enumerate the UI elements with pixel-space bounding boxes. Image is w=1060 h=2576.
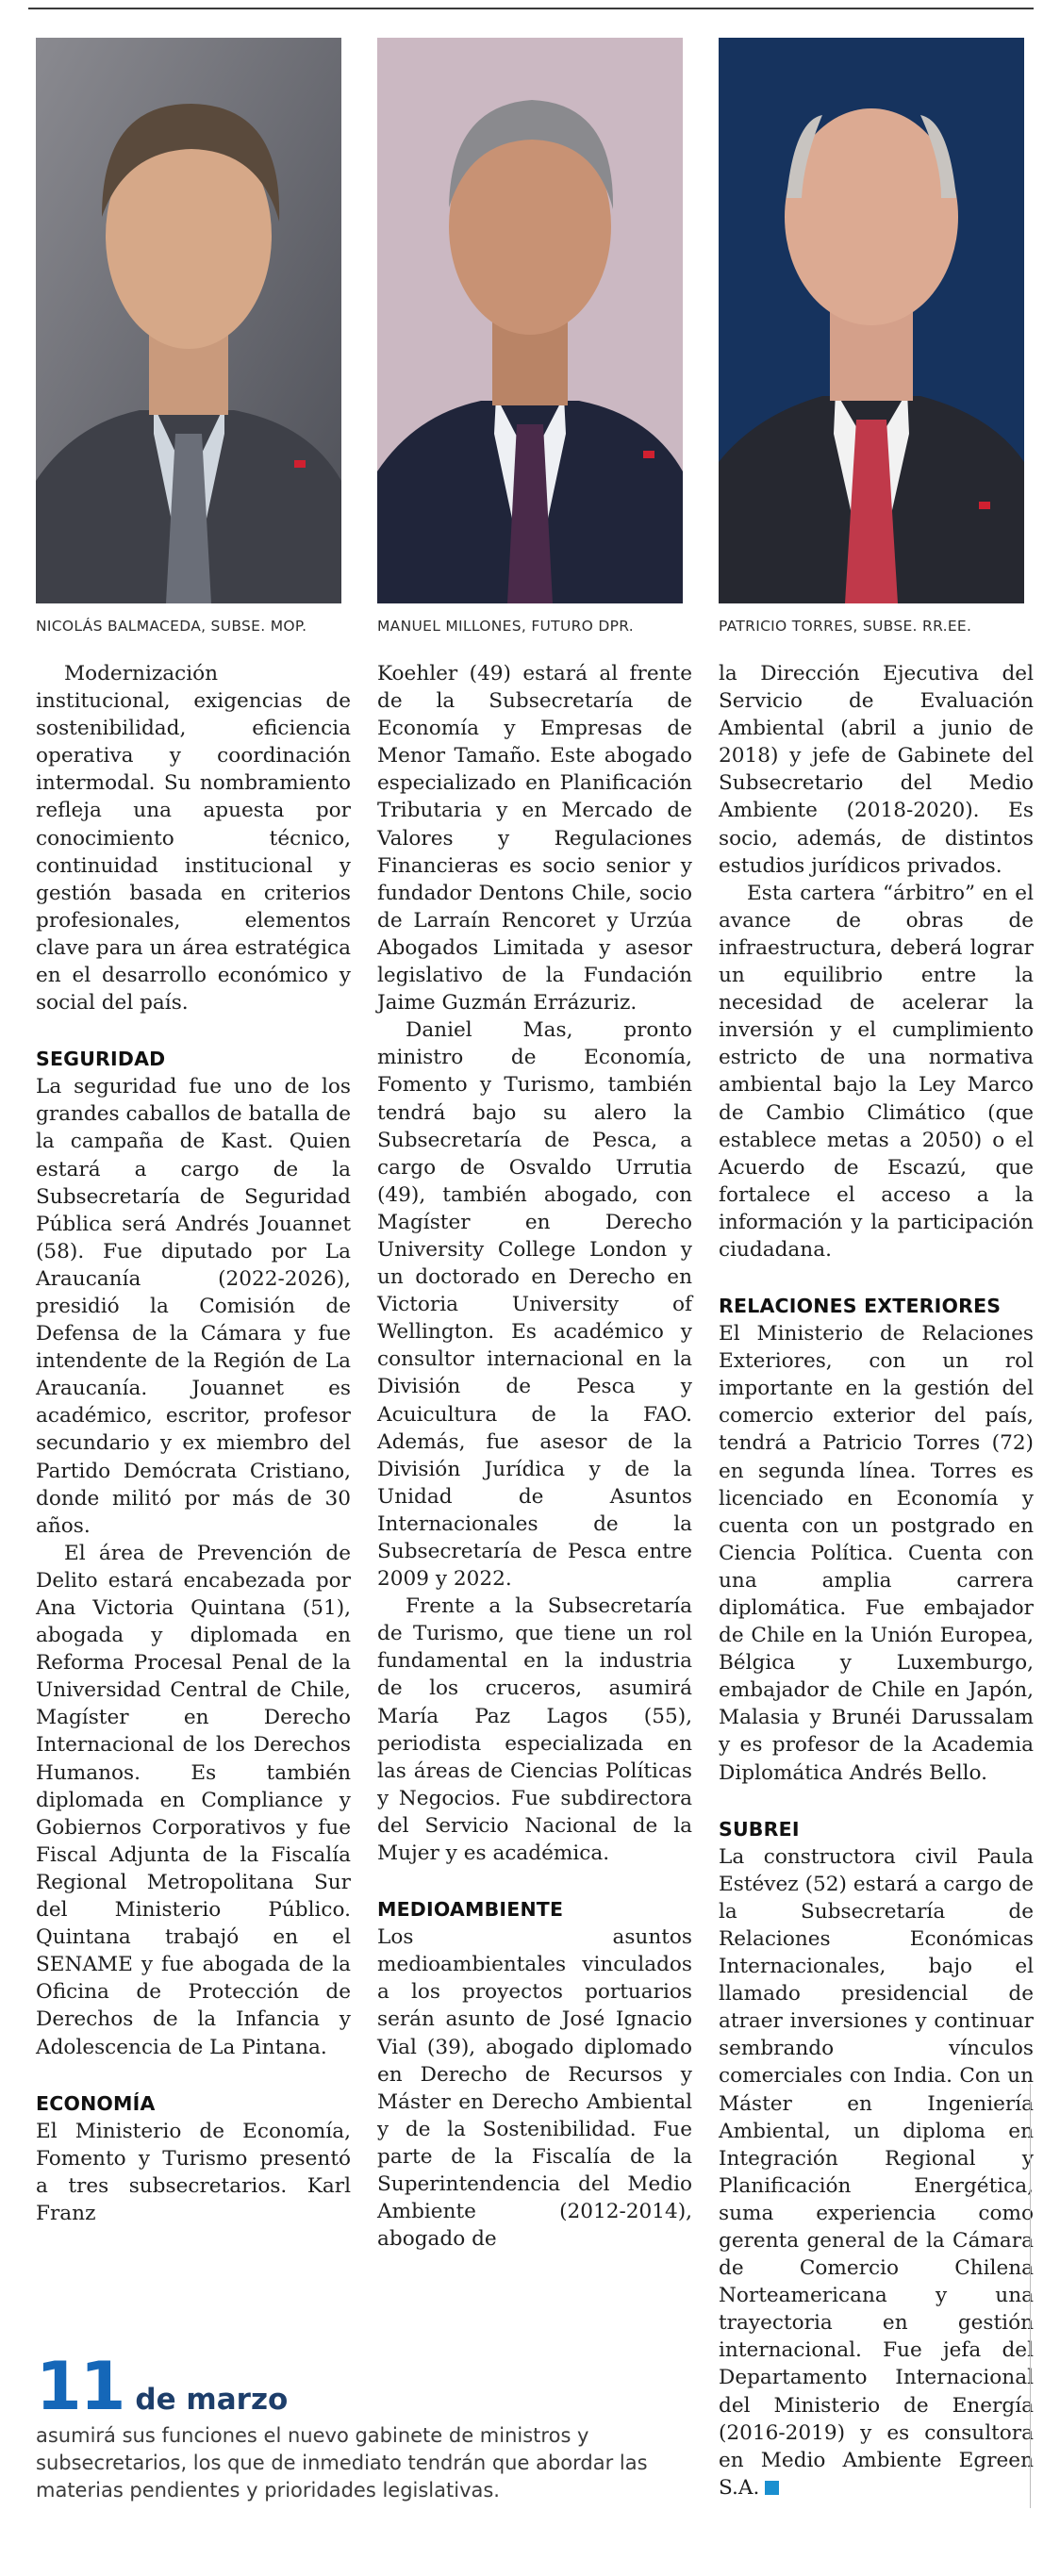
date-highlight-box — [36, 2348, 705, 2504]
section-heading-seguridad: SEGURIDAD — [36, 1048, 166, 1071]
col1-paragraph-4: El Ministerio de Economía, Fomento y Turismo presentó a tres subsecretarios. Karl Franz — [36, 2119, 351, 2225]
col2-paragraph-2: Daniel Mas, pronto ministro de Economía, Fomento y Turismo, también tendrá bajo su alero la Subsecretaría de Pesca, a cargo de Osvaldo Urrutia (49), también abogado, con Magíster en Derecho University College London y un doctorado en Derecho en Victoria University of Wellington. Es académico y consultor internacional en la División de Pesca y Acuicultura de la FAO. Además, fue asesor de la División Jurídica y de la Unidad de Asuntos Internacionales de la Subsecretaría de Pesca entre 2009 y 2022. — [377, 1018, 692, 1592]
photo-balmaceda — [36, 38, 341, 603]
column-rule — [1030, 2084, 1031, 2508]
end-of-article-square-icon — [765, 2481, 779, 2495]
col3-paragraph-1: la Dirección Ejecutiva del Servicio de Evaluación Ambiental (abril a junio de 2018) y jefe de Gabinete del Subsecretario del Medio Ambiente (2018-2020). Es socio, además, de distintos estudios jurídicos privados. — [719, 662, 1034, 878]
section-heading-economia: ECONOMÍA — [36, 2091, 156, 2115]
article-column-1 — [36, 660, 351, 2227]
date-number: 11 — [36, 2348, 124, 2425]
col1-paragraph-2: La seguridad fue uno de los grandes caballos de batalla de la campaña de Kast. Quien estará a cargo de la Subsecretaría de Seguridad Pública será Andrés Jouannet (58). Fue diputado por La Araucanía (2022-2026), presidió la Comisión de Defensa de la Cámara y fue intendente de la Región de La Araucanía. Jouannet es académico, escritor, profesor secundario y ex miembro del Partido Demócrata Cristiano, donde militó por más de 30 años. — [36, 1075, 351, 1538]
article-column-3 — [719, 660, 1034, 2502]
caption-photo-3: PATRICIO TORRES, SUBSE. RR.EE. — [719, 618, 972, 635]
col2-paragraph-3: Frente a la Subsecretaría de Turismo, que tiene un rol fundamental en la industria de los cruceros, asumirá María Paz Lagos (55), periodista especializada en las áreas de Ciencias Políticas y Negocios. Fue subdirectora del Servicio Nacional de la Mujer y es académica. — [377, 1594, 692, 1866]
col3-paragraph-4-text: La constructora civil Paula Estévez (52) estará a cargo de la Subsecretaría de Relaciones Económicas Internacionales, bajo el llamado presidencial de atraer inversiones y continuar sembrando vínculos comerciales con India. Con un Máster en Ingeniería Ambiental, un diploma en Integración Regional y Planificación Energética, suma experiencia como gerenta general de la Cámara de Comercio Chilena Norteamericana y una trayectoria en gestión internacional. Fue jefa del Departamento Internacional del Ministerio de Energía (2016-2019) y es consultora en Medio Ambiente Egreen S.A. — [719, 1844, 1034, 2500]
caption-photo-2: MANUEL MILLONES, FUTURO DPR. — [377, 618, 635, 635]
article-column-2 — [377, 660, 692, 2253]
section-heading-medioambiente: MEDIOAMBIENTE — [377, 1898, 564, 1922]
col2-paragraph-1: Koehler (49) estará al frente de la Subsecretaría de Economía y Empresas de Menor Tamaño. Este abogado especializado en Planificación Tributaria y en Mercado de Valores y Regulaciones Financieras es socio senior y fundador Dentons Chile, socio de Larraín Rencoret y Urzúa Abogados Limitada y asesor legislativo de la Fundación Jaime Guzmán Errázuriz. — [377, 662, 692, 1016]
photo-row — [36, 38, 1026, 603]
caption-photo-1: NICOLÁS BALMACEDA, SUBSE. MOP. — [36, 618, 307, 635]
date-description: asumirá sus funciones el nuevo gabinete de ministros y subsecretarios, los que de inmediato tendrán que abordar las materias pendientes y prioridades legislativas. — [36, 2424, 648, 2502]
col3-paragraph-3: El Ministerio de Relaciones Exteriores, con un rol importante en la gestión del comercio exterior del país, tendrá a Patricio Torres (72) en segunda línea. Torres es licenciado en Economía y cuenta con un postgrado en Ciencia Política. Cuenta con una amplia carrera diplomática. Fue embajador de Chile en la Unión Europea, Bélgica y Luxemburgo, embajador de Chile en Japón, Malasia y Brunéi Darussalam y es profesor de la Academia Diplomática Andrés Bello. — [719, 1322, 1034, 1785]
section-heading-subrei: SUBREI — [719, 1817, 800, 1841]
date-month: de marzo — [135, 2383, 289, 2417]
col1-paragraph-3: El área de Prevención de Delito estará encabezada por Ana Victoria Quintana (51), abogada y diplomada en Reforma Procesal Penal de la Universidad Central de Chile, Magíster en Derecho Internacional de los Derechos Humanos. Es también diplomada en Compliance y Gobiernos Corporativos y fue Fiscal Adjunta de la Fiscalía Regional Metropolitana Sur del Ministerio Público. Quintana trabajó en el SENAME y fue abogada de la Oficina de Protección de Derechos de la Infancia y Adolescencia de La Pintana. — [36, 1541, 351, 2059]
photo-torres — [719, 38, 1024, 603]
col3-paragraph-2: Esta cartera “árbitro” en el avance de obras de infraestructura, deberá lograr un equilibrio entre la necesidad de acelerar la inversión y el cumplimiento estricto de una normativa ambiental bajo la Ley Marco de Cambio Climático (que establece metas a 2050) o el Acuerdo de Escazú, que fortalece el acceso a la información y la participación ciudadana. — [719, 881, 1034, 1262]
col3-paragraph-4 — [719, 1843, 1034, 2502]
photo-millones — [377, 38, 683, 603]
top-rule — [28, 8, 1034, 9]
col2-paragraph-4: Los asuntos medioambientales vinculados a los proyectos portuarios serán asunto de José Ignacio Vial (39), abogado diplomado en Derecho de Recursos y Máster en Derecho Ambiental y de la Sostenibilidad. Fue parte de la Fiscalía de la Superintendencia del Medio Ambiente (2012-2014), abogado de — [377, 1925, 692, 2252]
section-heading-relaciones-exteriores: RELACIONES EXTERIORES — [719, 1295, 1002, 1318]
col1-paragraph-1: Modernización institucional, exigencias de sostenibilidad, eficiencia operativa y coordinación intermodal. Su nombramiento refleja una apuesta por conocimiento técnico, continuidad institucional y gestión basada en criterios profesionales, elementos clave para un área estratégica en el desarrollo económico y social del país. — [36, 662, 351, 1016]
